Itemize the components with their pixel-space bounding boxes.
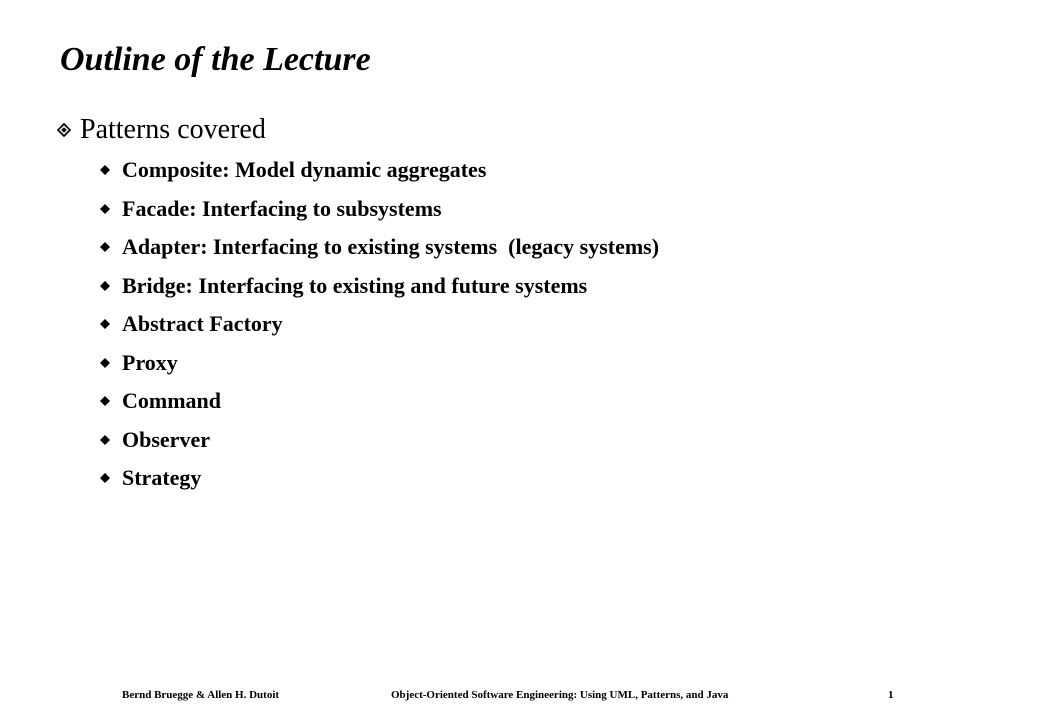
sub-bullet-item [98, 459, 659, 498]
diamond-bullet-icon [98, 473, 112, 483]
sub-bullet-item [98, 421, 659, 460]
sub-bullet-item [98, 190, 659, 229]
diamond-bullet-icon [98, 396, 112, 406]
sub-bullet-item [98, 151, 659, 190]
sub-bullet-list [98, 151, 659, 498]
sub-bullet-item [98, 267, 659, 306]
diamond-bullet-icon [98, 319, 112, 329]
diamond-bullet-icon [98, 204, 112, 214]
sub-bullet-item [98, 228, 659, 267]
diamond-bullet-icon [98, 165, 112, 175]
diamond-bullet-icon [98, 281, 112, 291]
diamond-bullet-icon [98, 435, 112, 445]
diamond-bullet-icon [98, 242, 112, 252]
footer-book-title: Object-Oriented Software Engineering: Using UML, Patterns, and Java [391, 689, 729, 701]
sub-bullet-text: Abstract Factory [122, 311, 283, 337]
sub-bullet-text: Command [122, 388, 222, 414]
sub-bullet-text: Adapter: Interfacing to existing systems (legacy systems) [122, 234, 660, 260]
sub-bullet-text: Observer [122, 426, 210, 452]
slide-title: Outline of the Lecture [60, 41, 371, 78]
main-bullet-text: Patterns covered [80, 114, 266, 145]
sub-bullet-text: Strategy [122, 465, 202, 491]
sub-bullet-item [98, 305, 659, 344]
sub-bullet-text: Bridge: Interfacing to existing and future systems [122, 272, 588, 298]
footer-authors: Bernd Bruegge & Allen H. Dutoit [122, 689, 280, 701]
sub-bullet-text: Proxy [122, 349, 178, 375]
page-number: 1 [888, 689, 894, 701]
sub-bullet-item [98, 344, 659, 383]
diamond-bullet-icon [98, 358, 112, 368]
diamond-outline-bullet-icon [50, 122, 78, 138]
sub-bullet-item [98, 382, 659, 421]
main-bullet-item [50, 110, 266, 150]
sub-bullet-text: Facade: Interfacing to subsystems [122, 195, 442, 221]
sub-bullet-text: Composite: Model dynamic aggregates [122, 157, 487, 183]
